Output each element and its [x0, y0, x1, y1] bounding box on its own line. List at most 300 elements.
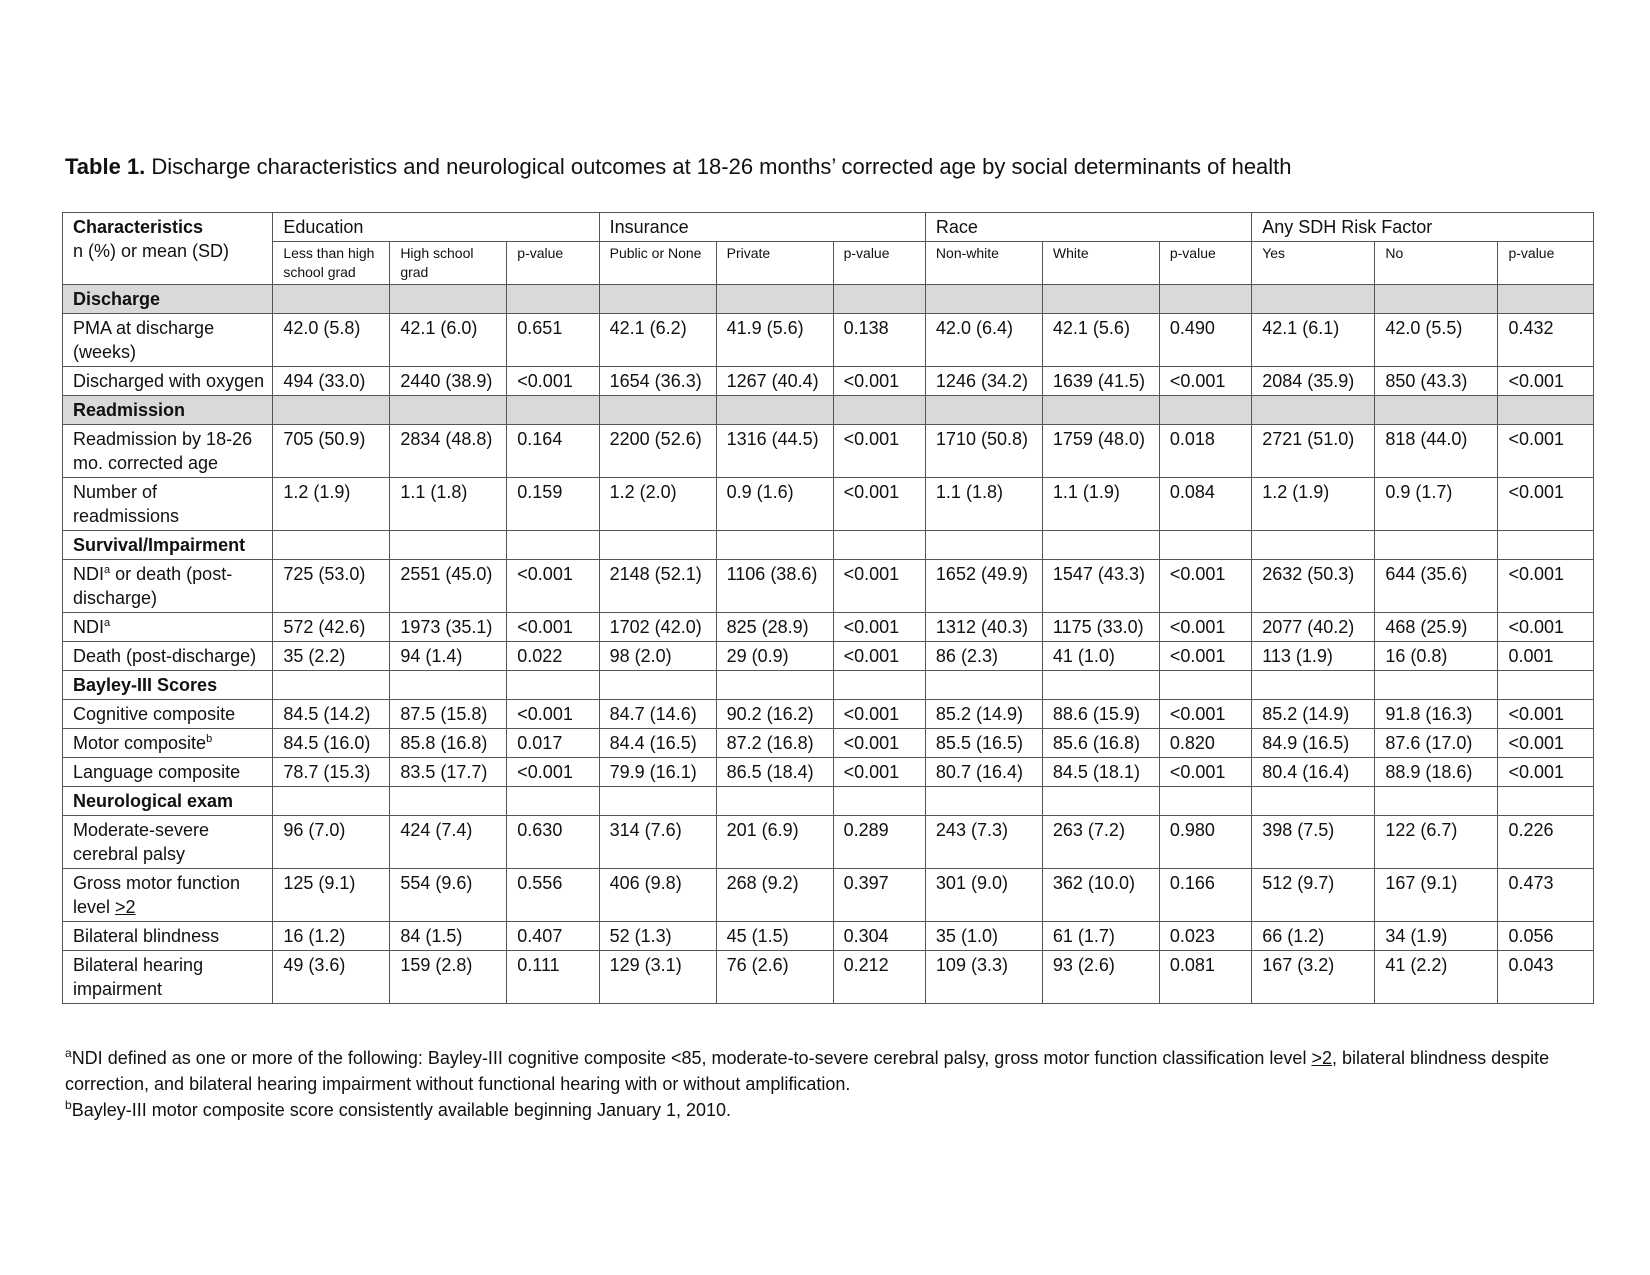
value-cell: 818 (44.0) — [1375, 425, 1498, 478]
row-label-text: Bilateral hearing impairment — [73, 955, 204, 999]
row-label-text: Moderate-severe cerebral palsy — [73, 820, 210, 864]
value-cell: 1106 (38.6) — [716, 560, 833, 613]
empty-cell — [716, 285, 833, 314]
row-label — [63, 816, 273, 869]
value-cell: 34 (1.9) — [1375, 922, 1498, 951]
p-value-cell: 0.138 — [833, 314, 925, 367]
value-cell: 96 (7.0) — [273, 816, 390, 869]
p-value-cell: 0.556 — [507, 869, 599, 922]
p-value-cell: 0.432 — [1498, 314, 1594, 367]
p-value-cell: 0.407 — [507, 922, 599, 951]
value-cell: 109 (3.3) — [925, 951, 1042, 1004]
value-cell: 42.1 (6.1) — [1252, 314, 1375, 367]
p-value-cell: 0.490 — [1159, 314, 1251, 367]
value-cell: 825 (28.9) — [716, 613, 833, 642]
empty-cell — [1159, 531, 1251, 560]
section-label: Bayley-III Scores — [63, 671, 273, 700]
group-insurance: Insurance — [599, 213, 925, 242]
p-value-cell: <0.001 — [507, 700, 599, 729]
empty-cell — [1042, 531, 1159, 560]
empty-cell — [833, 787, 925, 816]
row-label-text: Discharged with oxygen — [73, 371, 265, 391]
footnote-a — [65, 1045, 1605, 1097]
value-cell: 314 (7.6) — [599, 816, 716, 869]
empty-cell — [833, 285, 925, 314]
characteristics-header — [63, 213, 273, 285]
p-value-cell: 0.289 — [833, 816, 925, 869]
value-cell: 86 (2.3) — [925, 642, 1042, 671]
table-row — [63, 951, 1594, 1004]
table-row — [63, 922, 1594, 951]
empty-cell — [1498, 531, 1594, 560]
value-cell: 1312 (40.3) — [925, 613, 1042, 642]
empty-cell — [599, 787, 716, 816]
characteristics-title: Characteristics — [73, 217, 204, 237]
table-row — [63, 816, 1594, 869]
p-value-cell: <0.001 — [833, 758, 925, 787]
empty-cell — [599, 671, 716, 700]
row-label — [63, 613, 273, 642]
value-cell: 42.1 (6.2) — [599, 314, 716, 367]
value-cell: 1973 (35.1) — [390, 613, 507, 642]
p-value-cell: <0.001 — [1498, 367, 1594, 396]
value-cell: 406 (9.8) — [599, 869, 716, 922]
p-value-cell: 0.023 — [1159, 922, 1251, 951]
p-value-cell: 0.651 — [507, 314, 599, 367]
p-value-cell: <0.001 — [507, 613, 599, 642]
empty-cell — [507, 531, 599, 560]
row-label — [63, 478, 273, 531]
table-row — [63, 560, 1594, 613]
row-label — [63, 367, 273, 396]
empty-cell — [833, 396, 925, 425]
empty-cell — [1159, 787, 1251, 816]
row-label — [63, 700, 273, 729]
table-caption-label: Table 1. — [65, 154, 146, 179]
empty-cell — [1375, 531, 1498, 560]
row-label-superscript: a — [104, 617, 111, 629]
value-cell: 93 (2.6) — [1042, 951, 1159, 1004]
value-cell: 2148 (52.1) — [599, 560, 716, 613]
value-cell: 85.6 (16.8) — [1042, 729, 1159, 758]
p-value-cell: 0.043 — [1498, 951, 1594, 1004]
p-value-cell: <0.001 — [833, 700, 925, 729]
value-cell: 1652 (49.9) — [925, 560, 1042, 613]
value-cell: 35 (2.2) — [273, 642, 390, 671]
value-cell: 0.9 (1.7) — [1375, 478, 1498, 531]
value-cell: 87.5 (15.8) — [390, 700, 507, 729]
value-cell: 362 (10.0) — [1042, 869, 1159, 922]
empty-cell — [716, 787, 833, 816]
p-value-cell: 0.630 — [507, 816, 599, 869]
row-label-rest: or death (post-discharge) — [73, 564, 233, 608]
p-value-cell: 0.820 — [1159, 729, 1251, 758]
value-cell: 45 (1.5) — [716, 922, 833, 951]
value-cell: 85.5 (16.5) — [925, 729, 1042, 758]
p-value-cell: <0.001 — [1159, 700, 1251, 729]
value-cell: 84.9 (16.5) — [1252, 729, 1375, 758]
p-value-cell: 0.166 — [1159, 869, 1251, 922]
value-cell: 85.8 (16.8) — [390, 729, 507, 758]
value-cell: 167 (3.2) — [1252, 951, 1375, 1004]
empty-cell — [1159, 285, 1251, 314]
footnote-a-underline: >2 — [1311, 1048, 1332, 1068]
value-cell: 76 (2.6) — [716, 951, 833, 1004]
value-cell: 41 (1.0) — [1042, 642, 1159, 671]
value-cell: 84.7 (14.6) — [599, 700, 716, 729]
p-value-cell: 0.980 — [1159, 816, 1251, 869]
p-value-cell: <0.001 — [1498, 425, 1594, 478]
p-value-cell: <0.001 — [1498, 613, 1594, 642]
p-value-cell: <0.001 — [1159, 560, 1251, 613]
value-cell: 35 (1.0) — [925, 922, 1042, 951]
row-label-text: Motor composite — [73, 733, 207, 753]
value-cell: 42.1 (6.0) — [390, 314, 507, 367]
subcolumn-header: No — [1375, 242, 1498, 285]
subcolumn-header: p-value — [833, 242, 925, 285]
footnote-a-text-2: , bilateral blindness despite correction, and bilateral hearing impairment without functional hearing with or without amplification. — [65, 1048, 1550, 1094]
value-cell: 80.7 (16.4) — [925, 758, 1042, 787]
value-cell: 1246 (34.2) — [925, 367, 1042, 396]
footnote-b — [65, 1097, 1605, 1123]
value-cell: 1.2 (2.0) — [599, 478, 716, 531]
value-cell: 512 (9.7) — [1252, 869, 1375, 922]
row-label — [63, 314, 273, 367]
value-cell: 1654 (36.3) — [599, 367, 716, 396]
value-cell: 52 (1.3) — [599, 922, 716, 951]
value-cell: 644 (35.6) — [1375, 560, 1498, 613]
subcolumn-header: High school grad — [390, 242, 507, 285]
outcomes-table — [62, 212, 1594, 1004]
p-value-cell: 0.018 — [1159, 425, 1251, 478]
row-label — [63, 425, 273, 478]
table-row — [63, 700, 1594, 729]
p-value-cell: <0.001 — [507, 560, 599, 613]
row-label — [63, 560, 273, 613]
subcolumn-header: Public or None — [599, 242, 716, 285]
value-cell: 66 (1.2) — [1252, 922, 1375, 951]
value-cell: 167 (9.1) — [1375, 869, 1498, 922]
value-cell: 87.6 (17.0) — [1375, 729, 1498, 758]
row-label — [63, 729, 273, 758]
table-row — [63, 478, 1594, 531]
value-cell: 91.8 (16.3) — [1375, 700, 1498, 729]
value-cell: 84.5 (16.0) — [273, 729, 390, 758]
value-cell: 80.4 (16.4) — [1252, 758, 1375, 787]
value-cell: 424 (7.4) — [390, 816, 507, 869]
value-cell: 86.5 (18.4) — [716, 758, 833, 787]
value-cell: 84.5 (14.2) — [273, 700, 390, 729]
table-row — [63, 613, 1594, 642]
empty-cell — [1042, 671, 1159, 700]
value-cell: 1.1 (1.8) — [390, 478, 507, 531]
value-cell: 725 (53.0) — [273, 560, 390, 613]
value-cell: 1267 (40.4) — [716, 367, 833, 396]
group-race: Race — [925, 213, 1251, 242]
empty-cell — [1375, 787, 1498, 816]
table-caption — [65, 153, 1605, 181]
empty-cell — [925, 671, 1042, 700]
value-cell: 2084 (35.9) — [1252, 367, 1375, 396]
row-label-superscript: b — [206, 733, 213, 745]
value-cell: 42.1 (5.6) — [1042, 314, 1159, 367]
p-value-cell: <0.001 — [833, 642, 925, 671]
section-row — [63, 531, 1594, 560]
value-cell: 29 (0.9) — [716, 642, 833, 671]
value-cell: 85.2 (14.9) — [925, 700, 1042, 729]
value-cell: 1.2 (1.9) — [1252, 478, 1375, 531]
p-value-cell: <0.001 — [1159, 642, 1251, 671]
section-label: Survival/Impairment — [63, 531, 273, 560]
empty-cell — [273, 396, 390, 425]
value-cell: 1547 (43.3) — [1042, 560, 1159, 613]
empty-cell — [925, 787, 1042, 816]
p-value-cell: 0.017 — [507, 729, 599, 758]
subcolumn-header-row — [63, 242, 1594, 285]
p-value-cell: 0.304 — [833, 922, 925, 951]
value-cell: 94 (1.4) — [390, 642, 507, 671]
subcolumn-header: p-value — [507, 242, 599, 285]
value-cell: 78.7 (15.3) — [273, 758, 390, 787]
subcolumn-header: p-value — [1498, 242, 1594, 285]
table-row — [63, 367, 1594, 396]
value-cell: 1710 (50.8) — [925, 425, 1042, 478]
empty-cell — [1498, 285, 1594, 314]
value-cell: 1316 (44.5) — [716, 425, 833, 478]
value-cell: 2551 (45.0) — [390, 560, 507, 613]
empty-cell — [1252, 396, 1375, 425]
value-cell: 2200 (52.6) — [599, 425, 716, 478]
empty-cell — [1252, 787, 1375, 816]
table-row — [63, 642, 1594, 671]
empty-cell — [507, 787, 599, 816]
value-cell: 16 (0.8) — [1375, 642, 1498, 671]
value-cell: 42.0 (5.8) — [273, 314, 390, 367]
value-cell: 705 (50.9) — [273, 425, 390, 478]
p-value-cell: <0.001 — [833, 367, 925, 396]
p-value-cell: 0.001 — [1498, 642, 1594, 671]
empty-cell — [273, 787, 390, 816]
empty-cell — [1042, 787, 1159, 816]
empty-cell — [1498, 396, 1594, 425]
empty-cell — [390, 531, 507, 560]
p-value-cell: <0.001 — [833, 425, 925, 478]
value-cell: 129 (3.1) — [599, 951, 716, 1004]
row-label — [63, 951, 273, 1004]
section-row — [63, 285, 1594, 314]
value-cell: 1.1 (1.9) — [1042, 478, 1159, 531]
p-value-cell: <0.001 — [1498, 758, 1594, 787]
section-label: Neurological exam — [63, 787, 273, 816]
empty-cell — [390, 285, 507, 314]
table-row — [63, 729, 1594, 758]
footnote-b-mark: b — [65, 1098, 72, 1112]
empty-cell — [716, 396, 833, 425]
empty-cell — [273, 531, 390, 560]
p-value-cell: <0.001 — [1498, 478, 1594, 531]
table-row — [63, 758, 1594, 787]
footnote-a-text-1: NDI defined as one or more of the following: Bayley-III cognitive composite <85, moderate-to-severe cerebral palsy, gross motor function classification level — [71, 1048, 1312, 1068]
row-label-underline: >2 — [115, 897, 136, 917]
footnote-a-mark: a — [65, 1046, 72, 1060]
empty-cell — [1042, 396, 1159, 425]
row-label-text: NDI — [73, 617, 104, 637]
subcolumn-header: Non-white — [925, 242, 1042, 285]
subcolumn-header: Private — [716, 242, 833, 285]
value-cell: 2632 (50.3) — [1252, 560, 1375, 613]
row-label-text: Gross motor function level — [73, 873, 241, 917]
row-label-text: NDI — [73, 564, 104, 584]
empty-cell — [716, 531, 833, 560]
value-cell: 84.4 (16.5) — [599, 729, 716, 758]
empty-cell — [273, 671, 390, 700]
p-value-cell: 0.159 — [507, 478, 599, 531]
section-row — [63, 787, 1594, 816]
empty-cell — [1159, 671, 1251, 700]
table-caption-text: Discharge characteristics and neurological outcomes at 18-26 months’ corrected age by social determinants of health — [145, 154, 1292, 179]
value-cell: 84 (1.5) — [390, 922, 507, 951]
value-cell: 0.9 (1.6) — [716, 478, 833, 531]
value-cell: 850 (43.3) — [1375, 367, 1498, 396]
value-cell: 61 (1.7) — [1042, 922, 1159, 951]
p-value-cell: <0.001 — [1498, 729, 1594, 758]
section-label: Readmission — [63, 396, 273, 425]
empty-cell — [833, 671, 925, 700]
value-cell: 88.9 (18.6) — [1375, 758, 1498, 787]
value-cell: 42.0 (5.5) — [1375, 314, 1498, 367]
row-label-text: Bilateral blindness — [73, 926, 220, 946]
subcolumn-header: p-value — [1159, 242, 1251, 285]
group-any-sdh: Any SDH Risk Factor — [1252, 213, 1594, 242]
value-cell: 41 (2.2) — [1375, 951, 1498, 1004]
value-cell: 468 (25.9) — [1375, 613, 1498, 642]
p-value-cell: 0.084 — [1159, 478, 1251, 531]
empty-cell — [1252, 285, 1375, 314]
value-cell: 572 (42.6) — [273, 613, 390, 642]
empty-cell — [1042, 285, 1159, 314]
value-cell: 84.5 (18.1) — [1042, 758, 1159, 787]
empty-cell — [390, 787, 507, 816]
value-cell: 16 (1.2) — [273, 922, 390, 951]
section-label: Discharge — [63, 285, 273, 314]
p-value-cell: 0.226 — [1498, 816, 1594, 869]
group-header-row — [63, 213, 1594, 242]
empty-cell — [507, 396, 599, 425]
empty-cell — [273, 285, 390, 314]
row-label-text: Number of readmissions — [73, 482, 180, 526]
value-cell: 263 (7.2) — [1042, 816, 1159, 869]
empty-cell — [507, 671, 599, 700]
value-cell: 1759 (48.0) — [1042, 425, 1159, 478]
p-value-cell: 0.081 — [1159, 951, 1251, 1004]
value-cell: 2440 (38.9) — [390, 367, 507, 396]
value-cell: 98 (2.0) — [599, 642, 716, 671]
p-value-cell: <0.001 — [1159, 367, 1251, 396]
empty-cell — [925, 531, 1042, 560]
empty-cell — [1375, 285, 1498, 314]
value-cell: 49 (3.6) — [273, 951, 390, 1004]
p-value-cell: <0.001 — [833, 478, 925, 531]
empty-cell — [1375, 396, 1498, 425]
row-label — [63, 642, 273, 671]
empty-cell — [599, 396, 716, 425]
subcolumn-header: Less than high school grad — [273, 242, 390, 285]
p-value-cell: <0.001 — [1498, 700, 1594, 729]
p-value-cell: <0.001 — [833, 560, 925, 613]
footnote-b-text: Bayley-III motor composite score consistently available beginning January 1, 2010. — [71, 1100, 732, 1120]
value-cell: 85.2 (14.9) — [1252, 700, 1375, 729]
footnotes — [65, 1045, 1605, 1123]
value-cell: 88.6 (15.9) — [1042, 700, 1159, 729]
table-row — [63, 425, 1594, 478]
value-cell: 159 (2.8) — [390, 951, 507, 1004]
p-value-cell: <0.001 — [833, 613, 925, 642]
p-value-cell: 0.397 — [833, 869, 925, 922]
value-cell: 87.2 (16.8) — [716, 729, 833, 758]
value-cell: 1.2 (1.9) — [273, 478, 390, 531]
value-cell: 1.1 (1.8) — [925, 478, 1042, 531]
p-value-cell: 0.056 — [1498, 922, 1594, 951]
empty-cell — [390, 396, 507, 425]
subcolumn-header: Yes — [1252, 242, 1375, 285]
value-cell: 2077 (40.2) — [1252, 613, 1375, 642]
value-cell: 42.0 (6.4) — [925, 314, 1042, 367]
empty-cell — [925, 396, 1042, 425]
value-cell: 398 (7.5) — [1252, 816, 1375, 869]
empty-cell — [1375, 671, 1498, 700]
empty-cell — [507, 285, 599, 314]
p-value-cell: 0.111 — [507, 951, 599, 1004]
p-value-cell: 0.022 — [507, 642, 599, 671]
p-value-cell: <0.001 — [507, 758, 599, 787]
value-cell: 1702 (42.0) — [599, 613, 716, 642]
empty-cell — [1498, 671, 1594, 700]
value-cell: 268 (9.2) — [716, 869, 833, 922]
value-cell: 2721 (51.0) — [1252, 425, 1375, 478]
p-value-cell: <0.001 — [507, 367, 599, 396]
p-value-cell: 0.473 — [1498, 869, 1594, 922]
empty-cell — [390, 671, 507, 700]
p-value-cell: <0.001 — [1159, 613, 1251, 642]
row-label-text: Readmission by 18-26 mo. corrected age — [73, 429, 253, 473]
value-cell: 554 (9.6) — [390, 869, 507, 922]
row-label-text: PMA at discharge (weeks) — [73, 318, 215, 362]
empty-cell — [925, 285, 1042, 314]
row-label-text: Language composite — [73, 762, 241, 782]
value-cell: 79.9 (16.1) — [599, 758, 716, 787]
row-label-text: Death (post-discharge) — [73, 646, 257, 666]
row-label-text: Cognitive composite — [73, 704, 236, 724]
empty-cell — [1252, 531, 1375, 560]
empty-cell — [599, 531, 716, 560]
row-label — [63, 869, 273, 922]
row-label — [63, 922, 273, 951]
value-cell: 301 (9.0) — [925, 869, 1042, 922]
value-cell: 1175 (33.0) — [1042, 613, 1159, 642]
p-value-cell: 0.164 — [507, 425, 599, 478]
row-label-superscript: a — [104, 564, 111, 576]
empty-cell — [1498, 787, 1594, 816]
row-label — [63, 758, 273, 787]
value-cell: 113 (1.9) — [1252, 642, 1375, 671]
group-education: Education — [273, 213, 599, 242]
characteristics-subtitle: n (%) or mean (SD) — [73, 241, 230, 261]
p-value-cell: <0.001 — [1159, 758, 1251, 787]
empty-cell — [1252, 671, 1375, 700]
value-cell: 41.9 (5.6) — [716, 314, 833, 367]
table-row — [63, 869, 1594, 922]
p-value-cell: 0.212 — [833, 951, 925, 1004]
